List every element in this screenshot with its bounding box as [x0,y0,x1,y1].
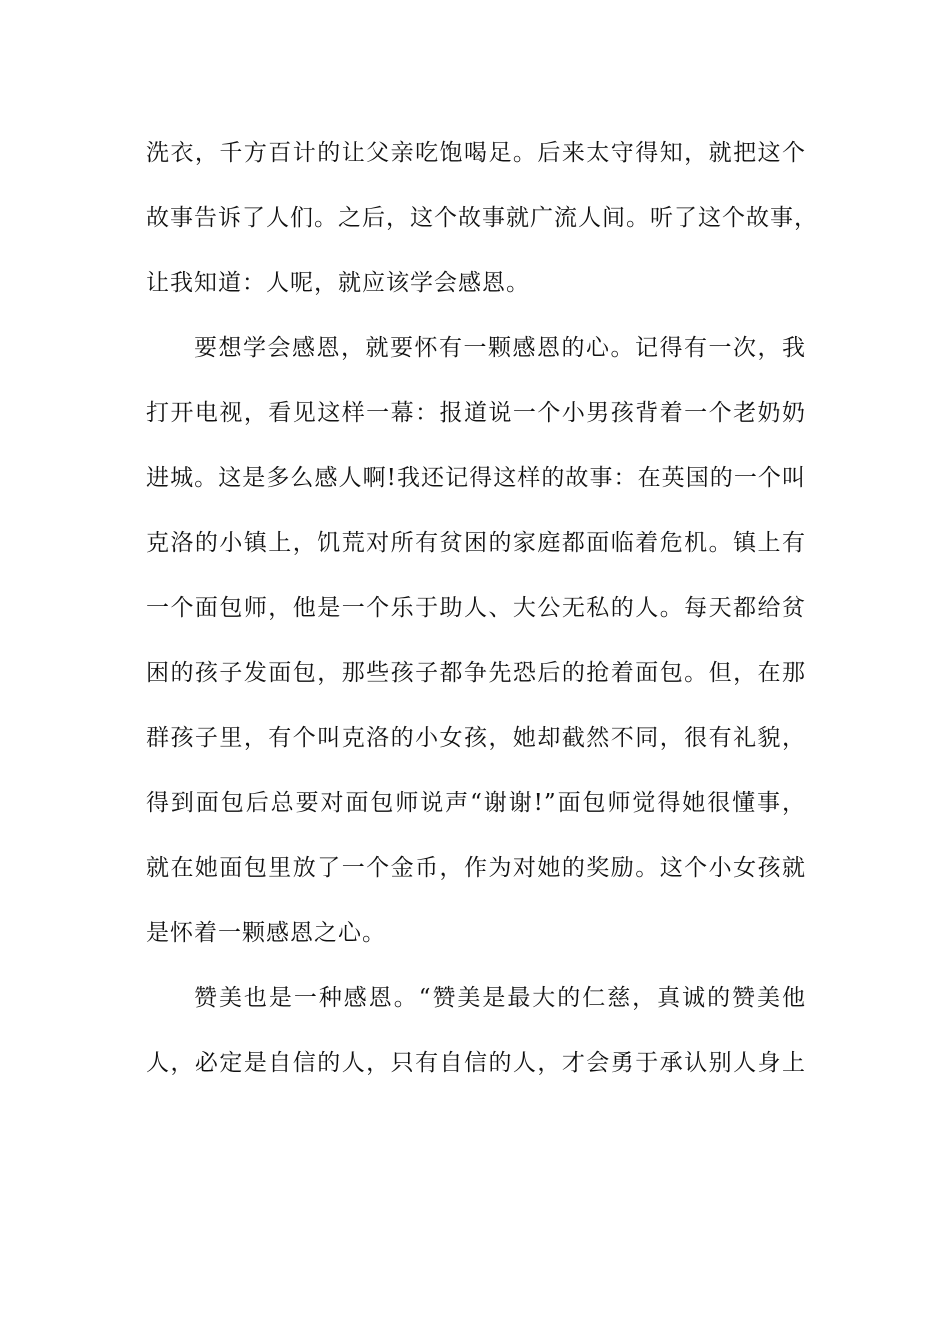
text-line: 让我知道：人呢，就应该学会感恩。 [146,270,530,296]
text-line: 洗衣，千方百计的让父亲吃饱喝足。后来太守得知，就把这个 [146,140,806,166]
text-line: 群孩子里，有个叫克洛的小女孩，她却截然不同，很有礼貌， [146,725,806,751]
text-line: 得到面包后总要对面包师说声“谢谢!”面包师觉得她很懂事， [146,790,806,816]
text-line: 困的孩子发面包，那些孩子都争先恐后的抢着面包。但，在那 [146,660,806,686]
text-line: 克洛的小镇上，饥荒对所有贫困的家庭都面临着危机。镇上有 [146,530,806,556]
text-line: 故事告诉了人们。之后，这个故事就广流人间。听了这个故事， [146,205,818,231]
text-line: 就在她面包里放了一个金币，作为对她的奖励。这个小女孩就 [146,855,806,881]
body-text [146,126,818,1101]
paragraph-first-line: 要想学会感恩，就要怀有一颗感恩的心。记得有一次，我 [194,335,806,361]
text-line: 是怀着一颗感恩之心。 [146,920,386,946]
text-line: 人，必定是自信的人，只有自信的人，才会勇于承认别人身上 [146,1050,806,1076]
text-line: 打开电视，看见这样一幕：报道说一个小男孩背着一个老奶奶 [146,400,806,426]
paragraph-first-line: 赞美也是一种感恩。“赞美是最大的仁慈，真诚的赞美他 [194,985,806,1011]
text-line: 进城。这是多么感人啊!我还记得这样的故事：在英国的一个叫 [146,465,806,491]
text-line: 一个面包师，他是一个乐于助人、大公无私的人。每天都给贫 [146,595,806,621]
